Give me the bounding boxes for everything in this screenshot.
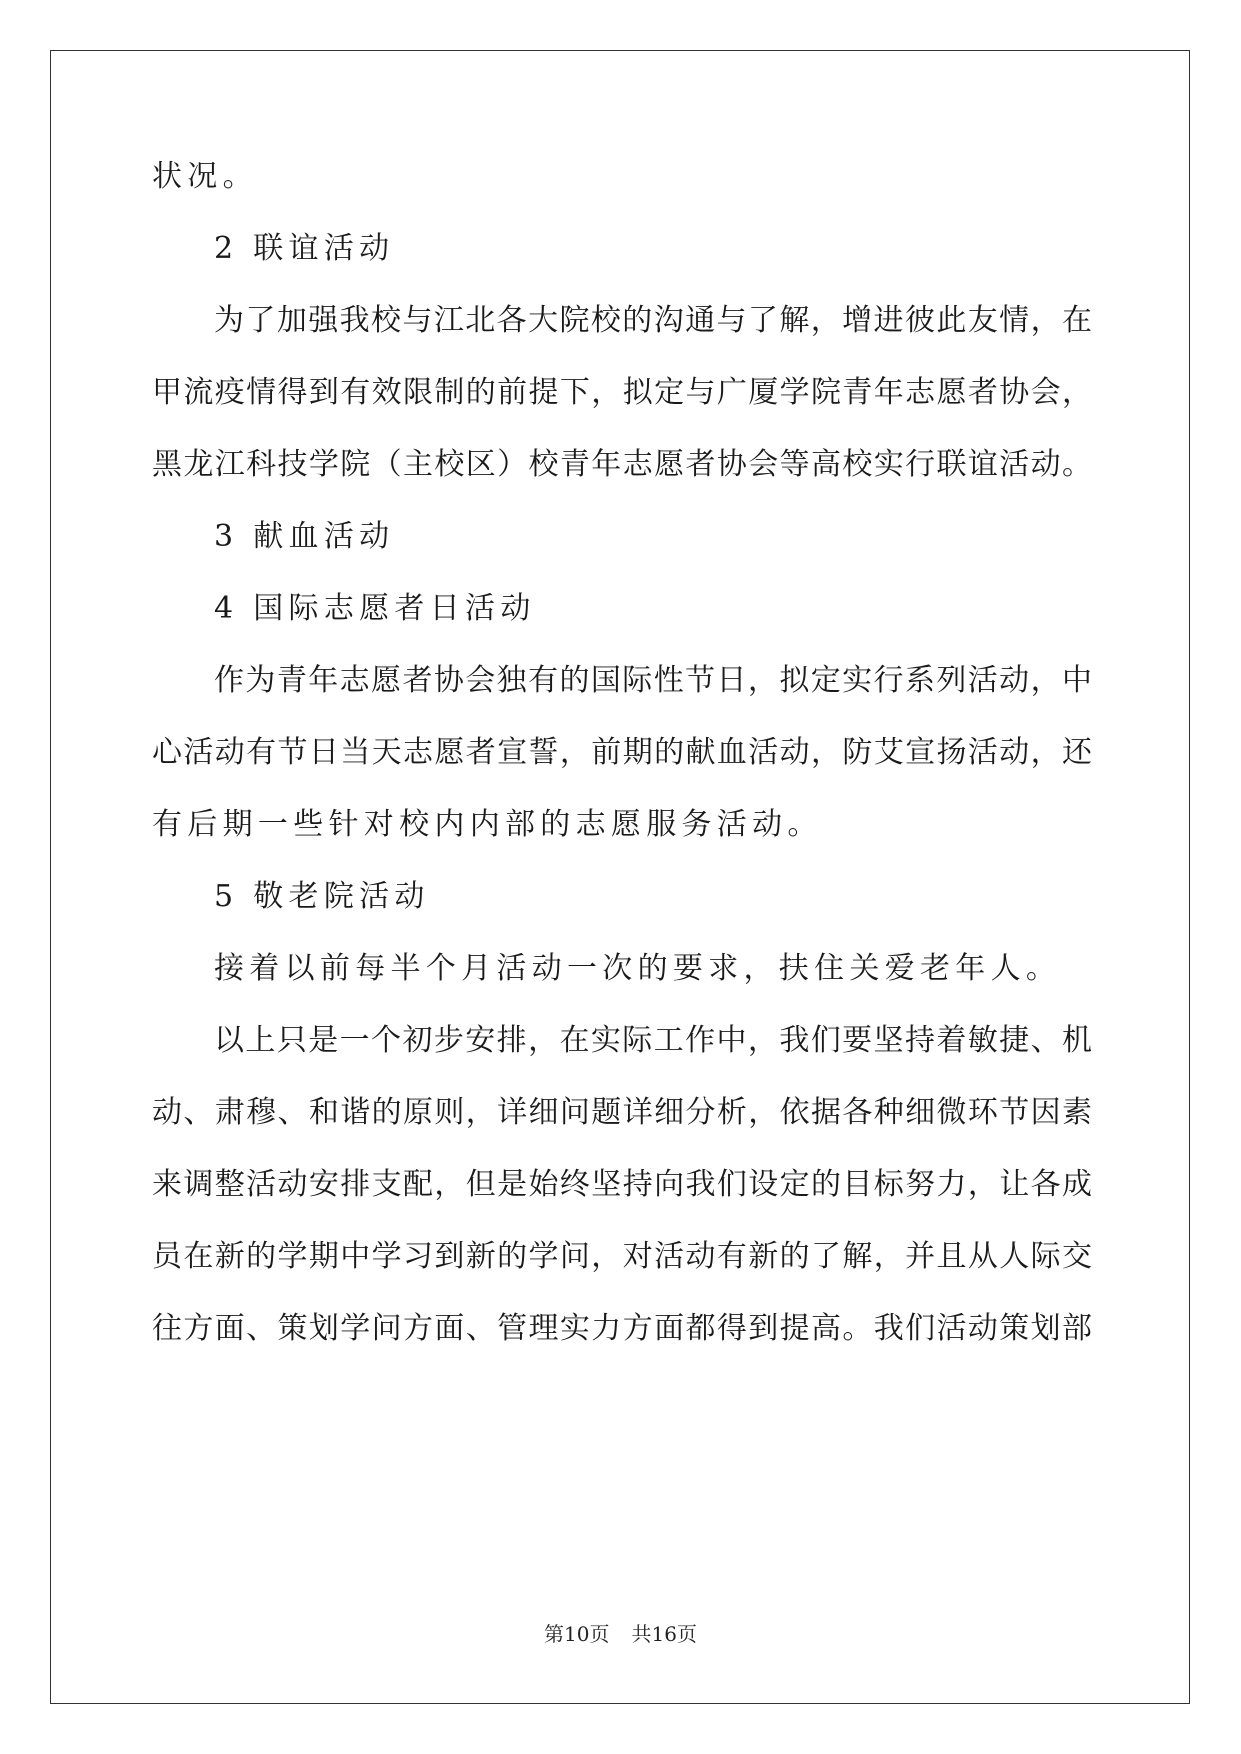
page-footer [0,1621,1241,1647]
text-line: 动、肃穆、和谐的原则，详细问题详细分析，依据各种细微环节因素 [152,1095,1092,1130]
page-number: 第10页 [544,1622,610,1646]
text-line: 往方面、策划学问方面、管理实力方面都得到提高。我们活动策划部 [152,1311,1092,1346]
text-line: 接着以前每半个月活动一次的要求，扶住关爱老年人。 [214,951,1062,986]
text-line: 以上只是一个初步安排，在实际工作中，我们要坚持着敏捷、机 [214,1023,1092,1058]
page-total: 共16页 [631,1622,697,1646]
text-line: 黑龙江科技学院（主校区）校青年志愿者协会等高校实行联谊活动。 [152,447,1092,482]
text-line: 甲流疫情得到有效限制的前提下，拟定与广厦学院青年志愿者协会， [152,375,1092,410]
text-line: 来调整活动安排支配，但是始终坚持向我们设定的目标努力，让各成 [152,1167,1092,1202]
text-line: 状况。 [152,159,258,194]
section-heading: 3 献血活动 [214,519,395,554]
section-heading: 2 联谊活动 [214,231,395,266]
text-line: 为了加强我校与江北各大院校的沟通与了解，增进彼此友情，在 [214,303,1092,338]
section-heading: 5 敬老院活动 [214,879,430,914]
text-line: 心活动有节日当天志愿者宣誓，前期的献血活动，防艾宣扬活动，还 [152,735,1092,770]
text-line: 作为青年志愿者协会独有的国际性节日，拟定实行系列活动，中 [214,663,1092,698]
text-line: 员在新的学期中学习到新的学问，对活动有新的了解，并且从人际交 [152,1239,1092,1274]
section-heading: 4 国际志愿者日活动 [214,591,536,626]
text-line: 有后期一些针对校内内部的志愿服务活动。 [152,807,823,842]
